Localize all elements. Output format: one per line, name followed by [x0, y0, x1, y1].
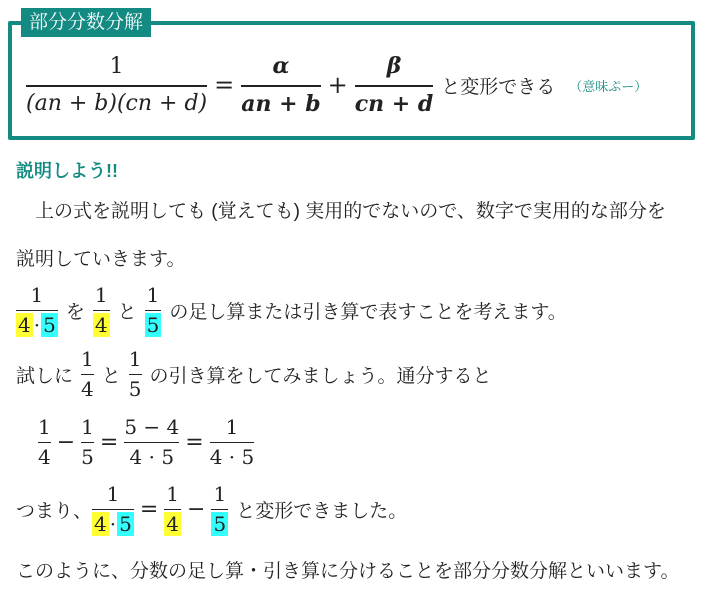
highlight-4: 4 [94, 313, 108, 338]
highlight-4: 4 [94, 512, 107, 537]
lhs-denominator: (an + b)(cn + d) [26, 90, 208, 116]
word: 試しに [16, 365, 74, 387]
highlight-5: 5 [43, 313, 56, 338]
denominator: 4 [81, 377, 94, 402]
plus-sign: + [327, 71, 348, 99]
section-heading: 説明しよう!! [16, 161, 118, 181]
fraction-1-over-4 [38, 415, 51, 470]
formula-note: （意味ぷー） [569, 78, 648, 94]
numerator: 1 [146, 282, 160, 307]
fraction-1-over-4x5 [92, 482, 134, 537]
equals-sign: = [214, 71, 235, 99]
fraction-1-over-5 [81, 415, 94, 470]
fraction-1-over-5 [129, 347, 142, 402]
calculation-line [38, 413, 254, 471]
denominator [92, 510, 134, 536]
word: と [101, 365, 121, 387]
numerator: 1 [213, 481, 227, 506]
fraction-1-over-4 [164, 482, 181, 537]
conclusion-line: このように、分数の足し算・引き算に分けることを部分分数分解といいます。 [16, 561, 680, 582]
denominator: 4 · 5 [209, 445, 255, 470]
explanation-line-3 [16, 281, 567, 339]
equals-sign: = [99, 429, 119, 455]
minus-sign: − [187, 496, 206, 522]
fraction-5minus4-over-4x5 [124, 415, 179, 470]
paragraph-line-1: 上の式を説明しても (覚えても) 実用的でないので、数字で実用的な部分を [16, 201, 666, 222]
alpha-fraction [241, 53, 320, 117]
formula-caption: と変形できる [441, 76, 556, 98]
numerator: 1 [38, 414, 51, 439]
denominator: 5 [81, 445, 94, 470]
highlight-5: 5 [146, 313, 160, 338]
beta-denominator: cn + d [354, 90, 434, 117]
paragraph-line-2: 説明していきます。 [16, 249, 186, 270]
denominator: 4 [38, 445, 51, 470]
fraction-1-over-5 [145, 283, 162, 338]
lhs-numerator: 1 [109, 54, 124, 80]
lhs-fraction [26, 54, 207, 116]
numerator: 1 [225, 414, 239, 439]
alpha-numerator: α [272, 53, 290, 80]
word: つまり、 [16, 500, 93, 522]
numerator: 1 [94, 282, 108, 307]
numerator: 1 [166, 481, 180, 506]
box-title: 部分分数分解 [21, 8, 151, 37]
beta-numerator: β [386, 53, 402, 80]
beta-fraction [355, 53, 434, 117]
highlight-4: 4 [18, 313, 31, 338]
sentence: と変形できました。 [236, 500, 408, 522]
numerator: 1 [81, 346, 94, 371]
denominator [93, 311, 110, 337]
sentence: の引き算をしてみましょう。通分すると [149, 365, 492, 387]
denominator [164, 510, 181, 536]
numerator: 1 [128, 346, 142, 371]
numerator: 5 − 4 [124, 414, 180, 439]
dot: · [109, 512, 117, 537]
highlight-5: 5 [213, 512, 227, 537]
word: を [65, 301, 85, 323]
explanation-line-6 [16, 480, 407, 538]
partial-fraction-formula [26, 50, 647, 120]
denominator: 4 · 5 [129, 445, 175, 470]
sentence: の足し算または引き算で表すことを考えます。 [169, 301, 567, 323]
minus-sign: − [56, 429, 76, 455]
fraction-1-over-4 [81, 347, 94, 402]
alpha-denominator: an + b [241, 90, 321, 117]
fraction-1-over-4x5 [16, 283, 58, 338]
numerator: 1 [106, 481, 120, 506]
highlight-5: 5 [119, 512, 132, 537]
equals-sign: = [139, 496, 159, 522]
fraction-1-over-4x5 [210, 415, 255, 470]
fraction-1-over-4 [93, 283, 110, 338]
denominator [16, 311, 58, 337]
numerator: 1 [81, 414, 94, 439]
explanation-line-4 [16, 345, 492, 403]
equals-sign: = [185, 429, 204, 455]
fraction-1-over-5 [211, 482, 228, 537]
denominator [145, 311, 162, 337]
denominator [211, 510, 228, 536]
word: と [117, 301, 137, 323]
denominator: 5 [128, 377, 142, 402]
numerator: 1 [30, 282, 44, 307]
highlight-4: 4 [166, 512, 180, 537]
dot: · [33, 313, 41, 338]
